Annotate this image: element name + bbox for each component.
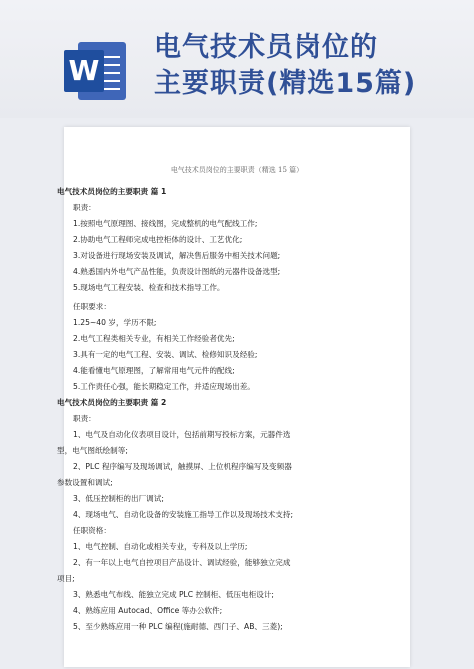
body-line: 3、低压控制柜的出厂调试;	[73, 494, 164, 503]
body-line: 1.25~40 岁，学历不限;	[73, 318, 157, 327]
running-header: 电气技术员岗位的主要职责（精选 15 篇）	[170, 166, 304, 174]
body-line: 任职资格：	[73, 526, 111, 535]
section-heading: 电气技术员岗位的主要职责 篇 1	[57, 187, 167, 196]
body-line: 1、电气控制、自动化或相关专业，专科及以上学历;	[73, 542, 248, 551]
cover-header	[0, 0, 474, 118]
cover-title-line-2: 主要职责(精选15篇)	[154, 68, 417, 99]
body-line: 5、至少熟练应用一种 PLC 编程(施耐德、西门子、AB、三菱);	[73, 622, 283, 631]
body-line: 职责：	[73, 414, 96, 423]
body-line: 4、熟练应用 Autocad、Office 等办公软件;	[73, 606, 223, 615]
body-line: 型，电气图纸绘制等;	[57, 446, 128, 455]
body-line: 1、电气及自动化仪表项目设计，包括前期写投标方案，元器件选	[73, 430, 291, 439]
body-line: 4.熟悉国内外电气产品性能，负责设计图纸的元器件设备选型;	[73, 267, 281, 276]
body-line: 5.现场电气工程安装、检查和技术指导工作。	[73, 283, 225, 292]
body-line: 3.具有一定的电气工程、安装、调试、检修知识及经验;	[73, 350, 258, 359]
body-line: 项目;	[57, 574, 75, 583]
body-line: 3、熟悉电气布线、能独立完成 PLC 控制柜、低压电柜设计;	[73, 590, 274, 599]
body-line: 任职要求：	[73, 302, 111, 311]
body-line: 2.协助电气工程师完成电控柜体的设计、工艺优化;	[73, 235, 243, 244]
word-icon-letter: W	[64, 50, 104, 92]
word-document-icon	[64, 40, 128, 102]
body-line: 2.电气工程类相关专业，有相关工作经验者优先;	[73, 334, 235, 343]
body-line: 2、PLC 程序编写及现场调试，触摸屏、上位机程序编写及变频器	[73, 462, 292, 471]
document-page	[57, 127, 410, 667]
cover-title	[154, 30, 464, 102]
body-line: 4、现场电气、自动化设备的安装施工指导工作以及现场技术支持;	[73, 510, 294, 519]
cover-title-line-1: 电气技术员岗位的	[154, 32, 378, 63]
body-line: 2、有一年以上电气自控项目产品设计、调试经验，能够独立完成	[73, 558, 291, 567]
body-line: 1.按照电气原理图、接线图，完成整机的电气配线工作;	[73, 219, 258, 228]
body-line: 5.工作责任心强，能长期稳定工作，并适应现场出差。	[73, 382, 255, 391]
document-body	[57, 127, 410, 667]
section-heading: 电气技术员岗位的主要职责 篇 2	[57, 398, 167, 407]
body-line: 职责：	[73, 203, 96, 212]
body-line: 参数设置和调试;	[57, 478, 113, 487]
body-line: 4.能看懂电气原理图，了解常用电气元件的配线;	[73, 366, 235, 375]
body-line: 3.对设备进行现场安装及调试，解决售后服务中相关技术问题;	[73, 251, 281, 260]
